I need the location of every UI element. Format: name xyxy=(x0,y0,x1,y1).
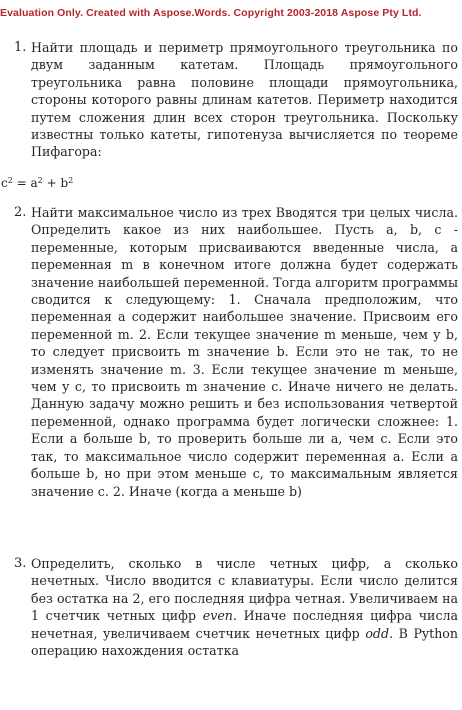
list-item-text: Найти площадь и периметр прямоугольного треугольника по двум заданным катетам. Площадь прямоугольного треугольника равна половине площади прямоугольника, стороны которого равны длинам катетов. Периметр находится путем сложения длин всех сторон треугольника. Поскольку известны только катеты, гипотенуза вычисляется по теореме Пифагора: xyxy=(31,40,458,160)
list-item-text: Определить, сколько в числе четных цифр, а сколько нечетных. Число вводится с клавиатуры. Если число делится без остатка на 2, его последняя цифра четная. Увеличиваем на 1 счетчик четных цифр even. Иначе последняя цифра числа нечетная, увеличиваем счетчик нечетных цифр odd. В Python операцию нахождения остатка xyxy=(31,556,459,659)
list-item-2 xyxy=(14,204,458,500)
list-item-1 xyxy=(14,39,458,161)
list-item-3 xyxy=(14,555,458,659)
list-number: 3. xyxy=(14,556,27,571)
list-item-text: Найти максимальное число из трех Вводятся три целых числа. Определить какое из них наибольшее. Пусть a, b, c - переменные, которым присваиваются введенные числа, а переменная m в конечном итоге должна будет содержать значение наибольшей переменной. Тогда алгоритм программы сводится к следующему: 1. Сначала предположим, что переменная a содержит наибольшее значение. Присвоим его переменной m. 2. Если текущее значение m меньше, чем у b, то следует присвоить m значение b. Если это не так, то не изменять значение m. 3. Если текущее значение m меньше, чем у c, то присвоить m значение c. Иначе ничего не делать. Данную задачу можно решить и без использования четвертой переменной, однако программа будет логически сложнее: 1. Если a больше b, то проверить больше ли a, чем c. Если это так, то максимальное число содержит переменная a. Если a больше b, но при этом меньше c, то максимальным является значение c. 2. Иначе (когда a меньше b) xyxy=(31,205,458,499)
pythagoras-formula: $c^2 = a^2 + b^2$ xyxy=(1,176,74,190)
evaluation-watermark: Evaluation Only. Created with Aspose.Words. Copyright 2003-2018 Aspose Pty Ltd. xyxy=(0,7,422,19)
list-number: 2. xyxy=(14,205,27,220)
list-number: 1. xyxy=(14,40,27,55)
